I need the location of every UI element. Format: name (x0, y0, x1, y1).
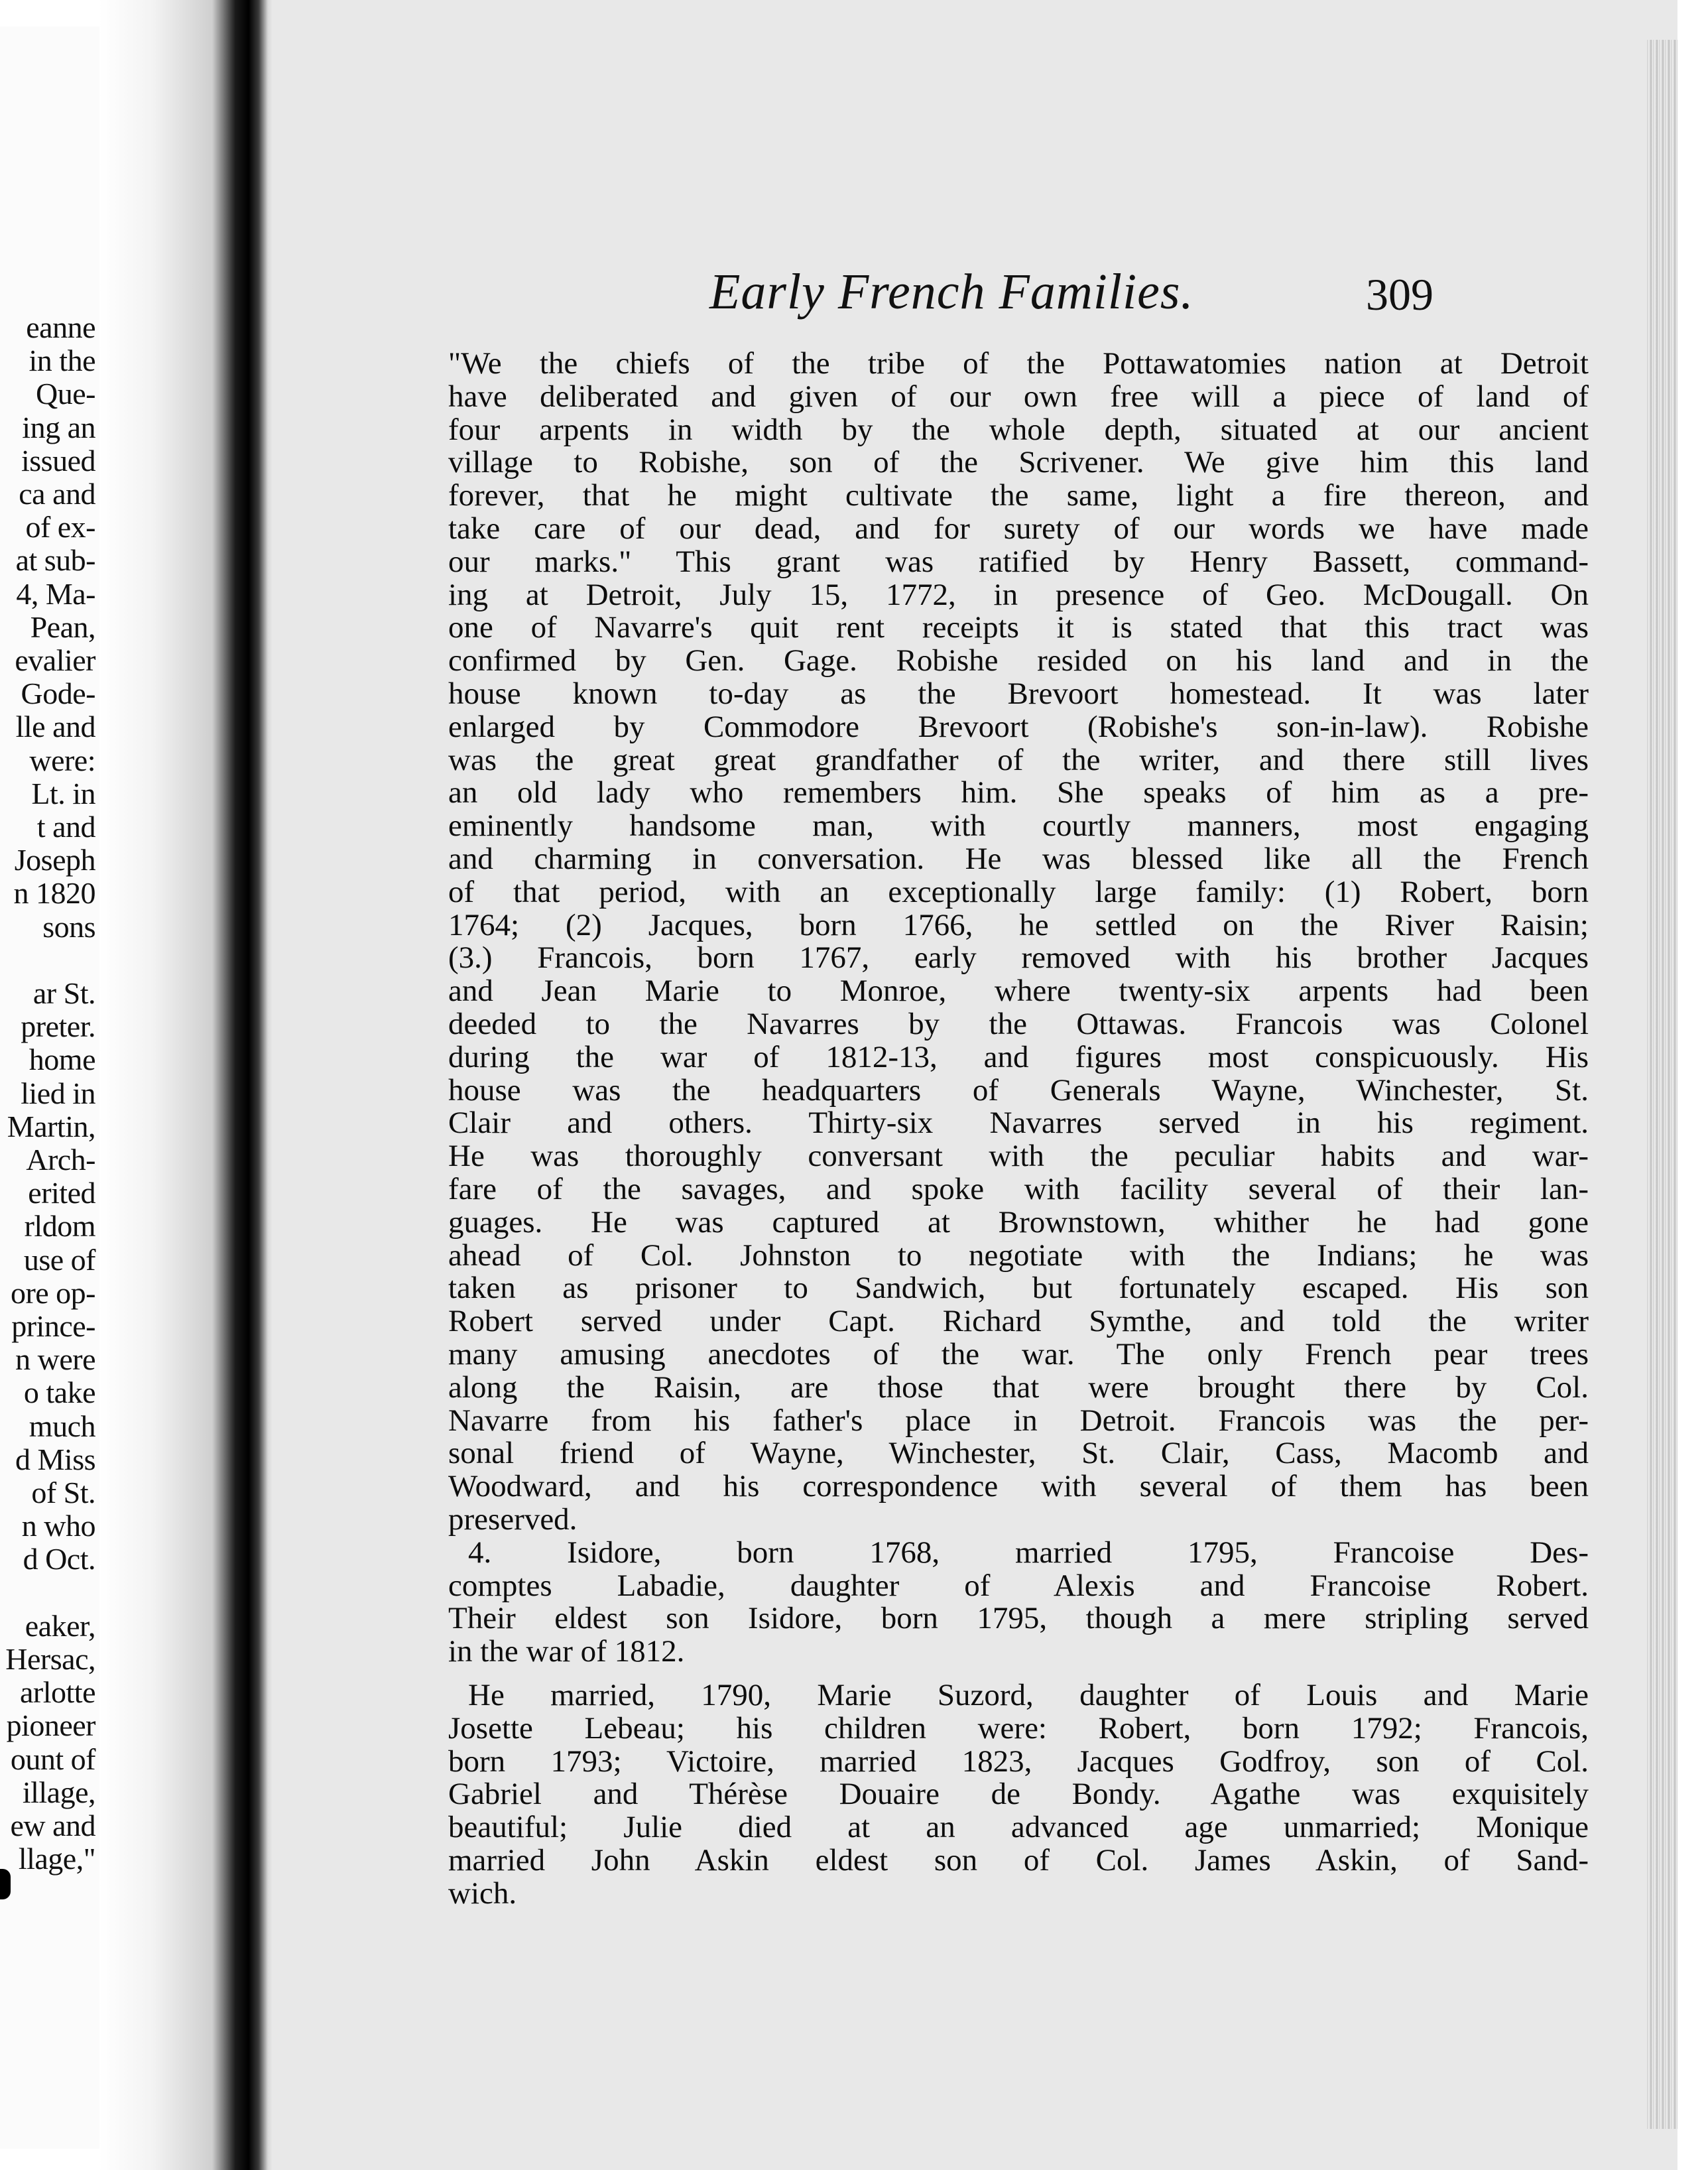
running-title: Early French Families. (709, 264, 1194, 320)
book-page (272, 0, 1677, 2170)
page-edge-mark (0, 1869, 11, 1899)
text-line: house known to-day as the Brevoort homestead. It was later (448, 676, 1589, 711)
text-line: take care of our dead, and for surety of our words we have made (448, 511, 1589, 546)
previous-page-line: ca and (19, 477, 95, 511)
previous-page-line: erited (28, 1176, 95, 1210)
previous-page-line: d Oct. (23, 1542, 95, 1576)
text-line: along the Raisin, are those that were brought there by Col. (448, 1370, 1589, 1405)
previous-page-line: prince- (11, 1309, 95, 1343)
previous-page-line: home (29, 1043, 95, 1077)
text-line: eminently handsome man, with courtly manners, most engaging (448, 808, 1589, 844)
text-line: one of Navarre's quit rent receipts it is stated that this tract was (448, 610, 1589, 645)
previous-page-line: pioneer (6, 1708, 95, 1743)
previous-page-line: arlotte (20, 1675, 95, 1710)
text-line: enlarged by Commodore Brevoort (Robishe's son-in-law). Robishe (448, 709, 1589, 744)
text-line: and Jean Marie to Monroe, where twenty-six arpents had been (448, 974, 1589, 1009)
text-line: was the great great grandfather of the writer, and there still lives (448, 742, 1589, 777)
previous-page-line: were: (29, 743, 95, 777)
text-line: 4. Isidore, born 1768, married 1795, Francoise Des- (468, 1535, 1589, 1570)
previous-page-line: n 1820 (13, 876, 95, 911)
previous-page-line: Que- (36, 377, 95, 411)
previous-page-line: in the (29, 344, 95, 378)
previous-page-line: lied in (21, 1076, 95, 1110)
previous-page-line: sons (42, 909, 95, 944)
previous-page-line: n who (21, 1509, 95, 1543)
previous-page-line: Martin, (7, 1109, 95, 1143)
text-line: during the war of 1812-13, and figures most conspicuously. His (448, 1039, 1589, 1074)
text-line: guages. He was captured at Brownstown, whither he had gone (448, 1204, 1589, 1240)
previous-page-line: llage," (18, 1842, 95, 1876)
text-line: sonal friend of Wayne, Winchester, St. Clair, Cass, Macomb and (448, 1436, 1589, 1471)
previous-page-line: Lt. in (31, 776, 95, 810)
previous-page-line: rldom (24, 1209, 95, 1244)
previous-page-line: Gode- (21, 676, 95, 711)
previous-page-line: at sub- (15, 543, 95, 578)
previous-page-line: ing an (22, 410, 95, 444)
text-line: Woodward, and his correspondence with several of them has been (448, 1469, 1589, 1504)
text-line: our marks." This grant was ratified by Henry Bassett, command- (448, 544, 1589, 579)
previous-page-line: ount of (10, 1742, 95, 1776)
previous-page-line: t and (36, 810, 95, 844)
page-stack-edges (1647, 40, 1677, 2129)
text-line: Josette Lebeau; his children were: Robert, born 1792; Francois, (448, 1710, 1589, 1746)
text-line: deeded to the Navarres by the Ottawas. Francois was Colonel (448, 1007, 1589, 1041)
previous-page-fragment (0, 27, 99, 2149)
text-line: "We the chiefs of the tribe of the Pottawatomies nation at Detroit (448, 346, 1589, 381)
text-line: in the war of 1812. (448, 1634, 685, 1669)
previous-page-line: eanne (26, 310, 95, 344)
previous-page-line: illage, (22, 1775, 95, 1809)
previous-page-line: preter. (21, 1009, 95, 1044)
text-line: beautiful; Julie died at an advanced age unmarried; Monique (448, 1810, 1589, 1845)
text-line: and charming in conversation. He was blessed like all the French (448, 842, 1589, 876)
text-line: comptes Labadie, daughter of Alexis and Francoise Robert. (448, 1568, 1589, 1603)
previous-page-line: ew and (10, 1809, 95, 1842)
previous-page-line: ore op- (10, 1275, 95, 1310)
text-line: Robert served under Capt. Richard Symthe, and told the writer (448, 1304, 1589, 1339)
previous-page-line: lle and (15, 710, 95, 744)
previous-page-line: of ex- (25, 510, 95, 544)
previous-page-line: 4, Ma- (16, 576, 95, 611)
previous-page-line: d Miss (15, 1442, 95, 1476)
previous-page-line: Arch- (26, 1143, 95, 1177)
text-line: confirmed by Gen. Gage. Robishe resided on his land and in the (448, 643, 1589, 678)
text-line: village to Robishe, son of the Scrivener. We give him this land (448, 445, 1589, 480)
text-line: house was the headquarters of Generals Wayne, Winchester, St. (448, 1072, 1589, 1108)
text-line: He was thoroughly conversant with the peculiar habits and war- (448, 1139, 1589, 1174)
text-line: born 1793; Victoire, married 1823, Jacques Godfroy, son of Col. (448, 1744, 1589, 1779)
previous-page-line: eaker, (25, 1608, 95, 1643)
text-line: fare of the savages, and spoke with facility several of their lan- (448, 1172, 1589, 1206)
previous-page-line: n were (15, 1342, 95, 1377)
previous-page-line: ar St. (32, 976, 95, 1010)
text-line: 1764; (2) Jacques, born 1766, he settled on the River Raisin; (448, 907, 1589, 942)
previous-page-line: issued (21, 443, 95, 478)
text-line: He married, 1790, Marie Suzord, daughter of Louis and Marie (468, 1678, 1589, 1712)
text-line: of that period, with an exceptionally large family: (1) Robert, born (448, 874, 1589, 909)
previous-page-line: o take (23, 1375, 95, 1410)
text-line: Navarre from his father's place in Detroit. Francois was the per- (448, 1403, 1589, 1438)
text-line: Gabriel and Thérèse Douaire de Bondy. Agathe was exquisitely (448, 1777, 1589, 1812)
previous-page-line: Hersac, (5, 1642, 95, 1676)
text-line: ahead of Col. Johnston to negotiate with the Indians; he was (448, 1238, 1589, 1273)
text-line: an old lady who remembers him. She speaks of him as a pre- (448, 775, 1589, 810)
text-line: taken as prisoner to Sandwich, but fortunately escaped. His son (448, 1271, 1589, 1306)
text-line: ing at Detroit, July 15, 1772, in presence of Geo. McDougall. On (448, 577, 1589, 612)
text-line: (3.) Francois, born 1767, early removed with his brother Jacques (448, 940, 1589, 976)
text-line: four arpents in width by the whole depth, situated at our ancient (448, 412, 1589, 447)
text-line: forever, that he might cultivate the same, light a fire thereon, and (448, 478, 1589, 513)
page-number: 309 (1366, 269, 1433, 320)
previous-page-line: use of (23, 1242, 95, 1277)
previous-page-line: evalier (15, 643, 95, 677)
previous-page-line: Pean, (30, 609, 95, 644)
previous-page-line: Joseph (14, 843, 95, 877)
text-line: preserved. (448, 1502, 578, 1537)
text-line: wich. (448, 1876, 517, 1911)
previous-page-line: of St. (31, 1476, 95, 1509)
text-line: married John Askin eldest son of Col. James Askin, of Sand- (448, 1843, 1589, 1878)
text-line: have deliberated and given of our own free will a piece of land of (448, 379, 1589, 414)
previous-page-line: much (29, 1409, 95, 1443)
text-line: Their eldest son Isidore, born 1795, though a mere stripling served (448, 1601, 1589, 1636)
text-line: many amusing anecdotes of the war. The only French pear trees (448, 1337, 1589, 1372)
book-gutter (99, 0, 272, 2170)
text-line: Clair and others. Thirty-six Navarres served in his regiment. (448, 1106, 1589, 1141)
